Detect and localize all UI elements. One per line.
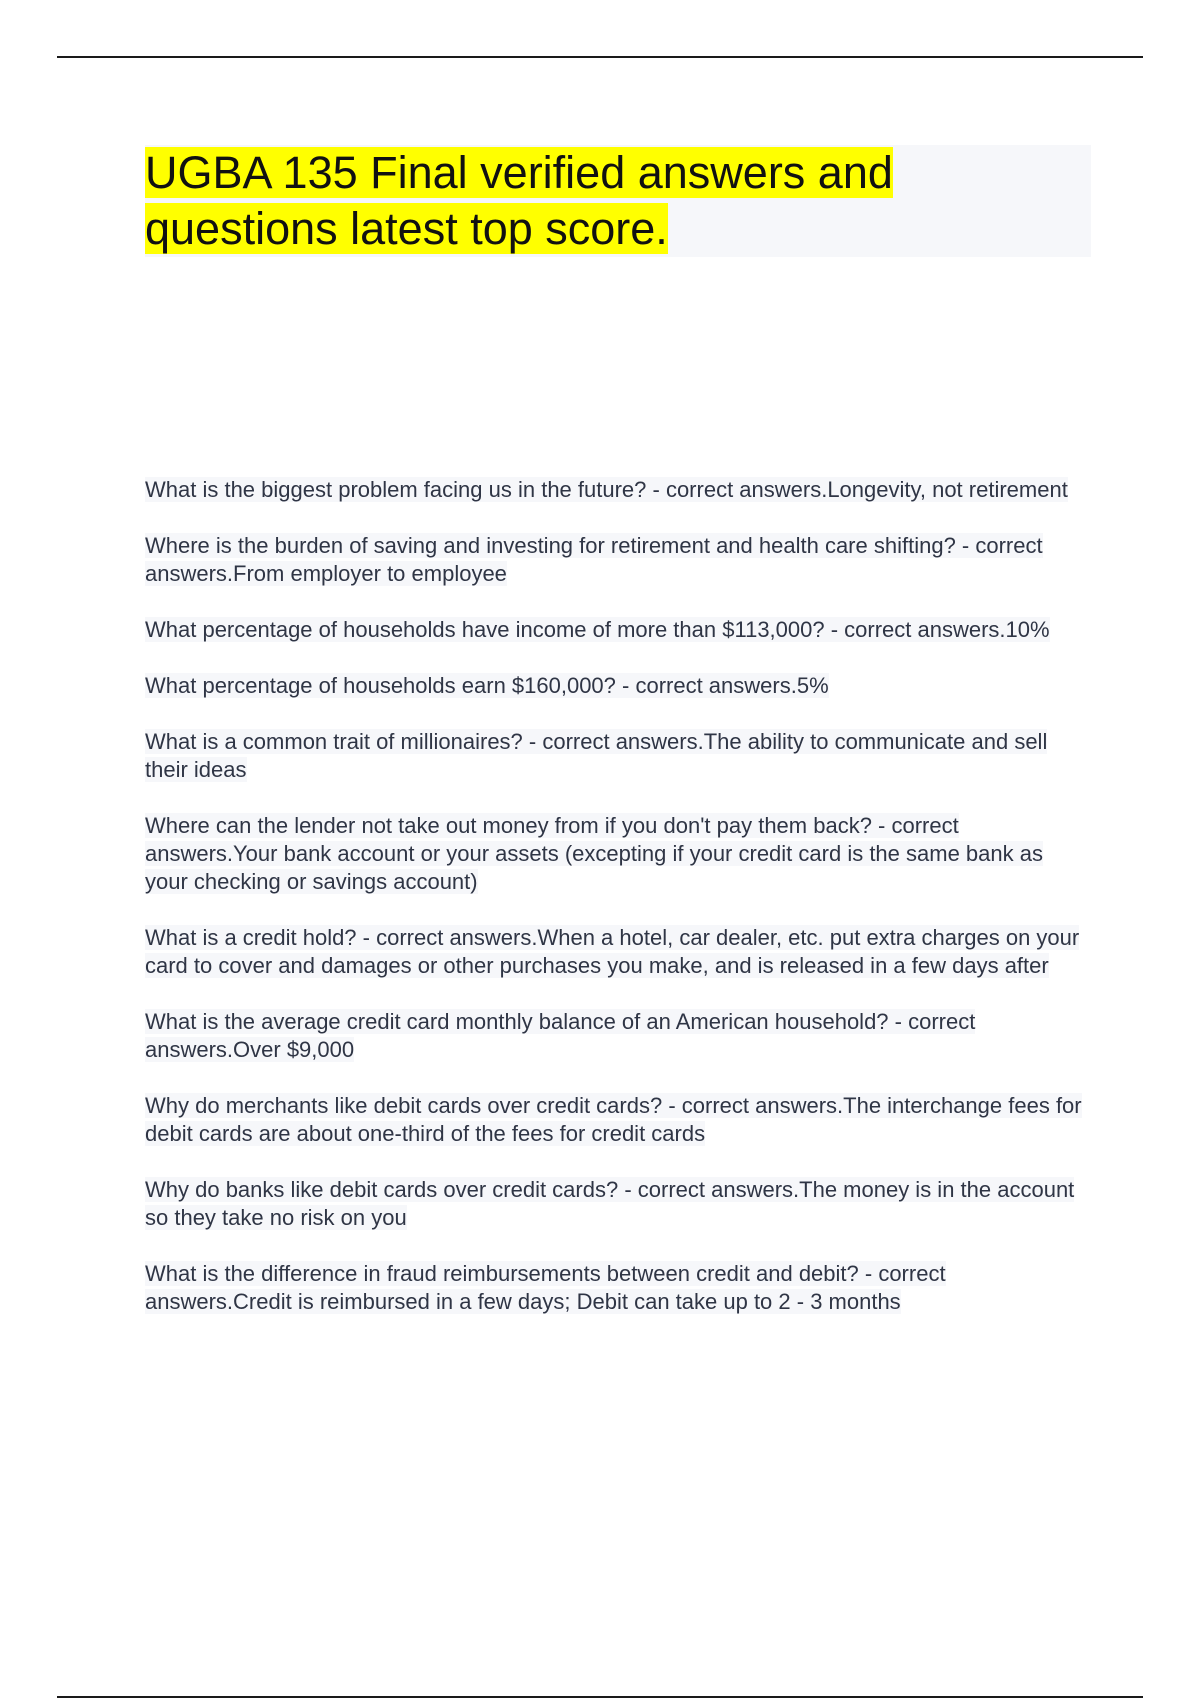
qa-item: What is the average credit card monthly balance of an American household? - correct answers.Over $9,000: [145, 1009, 976, 1062]
qa-item: What is a common trait of millionaires? - correct answers.The ability to communicate and sell their ideas: [145, 729, 1048, 782]
page-bottom-rule: [57, 1696, 1143, 1698]
qa-list: [145, 476, 1091, 1344]
qa-item: Why do banks like debit cards over credit cards? - correct answers.The money is in the account so they take no risk on you: [145, 1177, 1075, 1230]
qa-item: What is the biggest problem facing us in the future? - correct answers.Longevity, not retirement: [145, 477, 1068, 502]
qa-item: What percentage of households earn $160,000? - correct answers.5%: [145, 673, 829, 698]
qa-item: Why do merchants like debit cards over credit cards? - correct answers.The interchange fees for debit cards are about one-third of the fees for credit cards: [145, 1093, 1082, 1146]
page-top-rule: [57, 56, 1143, 58]
document-title: [145, 145, 1091, 257]
qa-item: What is a credit hold? - correct answers.When a hotel, car dealer, etc. put extra charges on your card to cover and damages or other purchases you make, and is released in a few days after: [145, 925, 1080, 978]
qa-item: Where is the burden of saving and investing for retirement and health care shifting? - correct answers.From employer to employee: [145, 533, 1043, 586]
qa-item: What percentage of households have income of more than $113,000? - correct answers.10%: [145, 617, 1050, 642]
qa-item: What is the difference in fraud reimbursements between credit and debit? - correct answers.Credit is reimbursed in a few days; Debit can take up to 2 - 3 months: [145, 1261, 946, 1314]
qa-item: Where can the lender not take out money from if you don't pay them back? - correct answers.Your bank account or your assets (excepting if your credit card is the same bank as your checking or savings account): [145, 813, 1043, 894]
title-block: [145, 145, 1091, 257]
title-highlight: UGBA 135 Final verified answers and questions latest top score.: [145, 147, 893, 254]
